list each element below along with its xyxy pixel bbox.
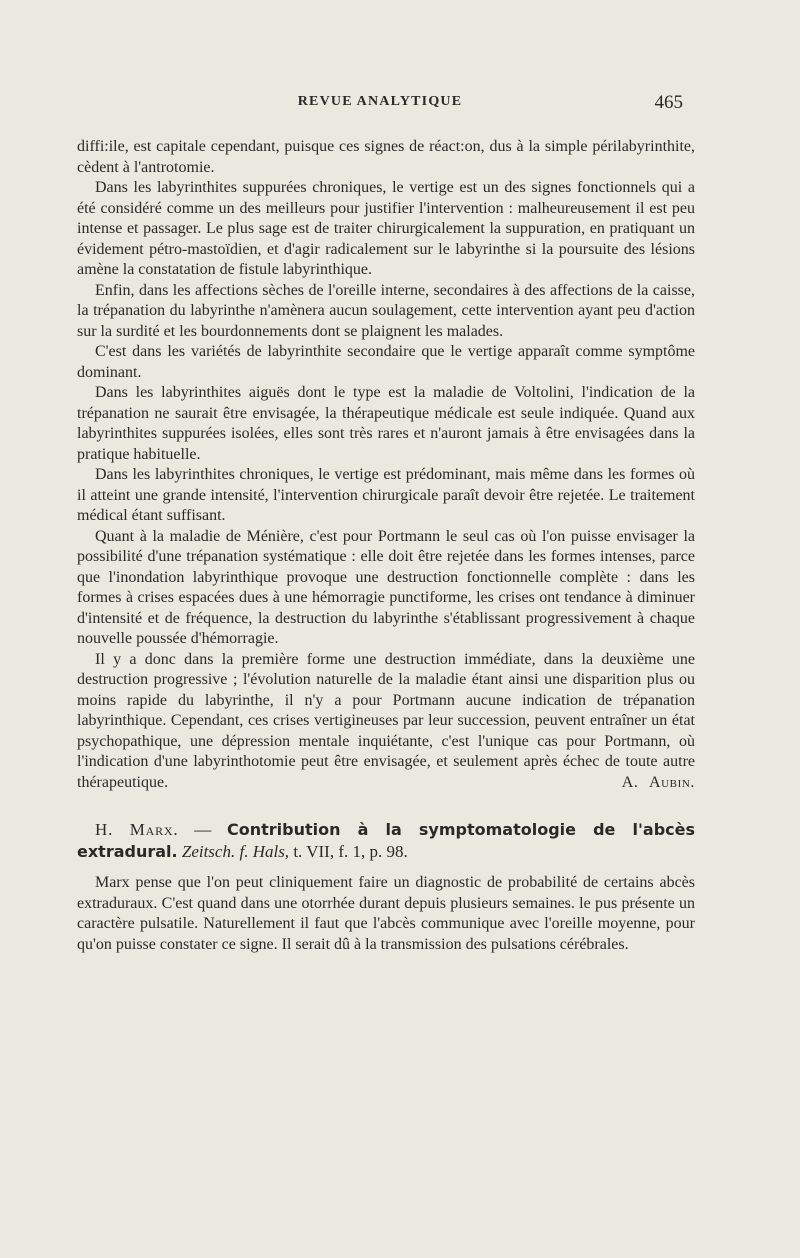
article-journal: Zeitsch. f. Hals, [181, 842, 290, 861]
page-number: 465 [654, 92, 683, 113]
paragraph: Dans les labyrinthites aiguës dont le type est la maladie de Voltolini, l'indication de la trépanation ne saurait être envisagée, la thérapeutique médicale est seule indiquée. Quand aux labyrinthites suppurées isolées, elles sont très rares et n'auront jamais à être envisagées dans la pratique habituelle. [77, 384, 695, 463]
signature: A. Aubin. [621, 773, 696, 791]
paragraph: C'est dans les variétés de labyrinthite secondaire que le vertige apparaît comme symptôme dominant. [77, 343, 695, 381]
page-body [77, 137, 695, 955]
paragraph-text: Il y a donc dans la première forme une destruction immédiate, dans la deuxième une destruction progressive ; l'évolution naturelle de la maladie étant ainsi une disparition plus ou moins rapide du labyrinthe, il n'y a pour Portmann aucune indication de trépanation labyrinthique. Cependant, ces crises vertigineuses par leur succession, peuvent entraîner un état psychopathique, une dépression mentale inquiétante, c'est l'unique cas pour Portmann, où l'indication d'une labyrinthotomie peut être envisagée, et seulement après échec de toute autre thérapeutique. [77, 650, 695, 791]
article-paragraph: Marx pense que l'on peut cliniquement faire un diagnostic de probabilité de certains abcès extraduraux. C'est quand dans une otorrhée durant depuis plusieurs semaines. le pus présente un caractère pulsatile. Naturellement il faut que l'abcès communique avec l'oreille moyenne, pour qu'on puisse constater ce signe. Il serait dû à la transmission des pulsations cérébrales. [77, 874, 695, 953]
paragraph-continuation: diffi:ile, est capitale cependant, puisque ces signes de réact:on, dus à la simple périlabyrinthite, cèdent à l'antrotomie. [77, 138, 695, 176]
paragraph-with-signature [77, 650, 695, 794]
running-head-title: REVUE ANALYTIQUE [297, 94, 463, 109]
article-reference: t. VII, f. 1, p. 98. [289, 842, 408, 861]
article-title: Contribution à la symptomatologie de l'abcès extradural. [77, 820, 696, 861]
paragraph: Dans les labyrinthites suppurées chroniques, le vertige est un des signes fonctionnels qui a été considéré comme un des meilleurs pour justifier l'intervention : malheureusement il est peu intense et passager. Le plus sage est de traiter chirurgicalement la suppuration, en pratiquant un évidement pétro-mastoïdien, et d'agir radicalement sur le labyrinthe si la poursuite des lésions amène la constatation de fistule labyrinthique. [77, 179, 695, 278]
article-citation [77, 819, 695, 863]
paragraph: Enfin, dans les affections sèches de l'oreille interne, secondaires à des affections de la caisse, la trépanation du labyrinthe n'amènera aucun soulagement, cette intervention ayant peu d'action sur la surdité et les bourdonnements dont se plaignent les malades. [77, 281, 695, 340]
heading-dash: — [178, 820, 227, 839]
paragraph: Dans les labyrinthites chroniques, le vertige est prédominant, mais même dans les formes où il atteint une grande intensité, l'intervention chirurgicale paraît devoir être rejetée. Le traitement médical étant suffisant. [77, 466, 695, 524]
article-author: H. Marx. [95, 820, 179, 839]
article-heading [77, 819, 695, 863]
paragraph: Quant à la maladie de Ménière, c'est pour Portmann le seul cas où l'on puisse envisager la possibilité d'une trépanation systématique : elle doit être rejetée dans les formes intenses, parce que l'inondation labyrinthique provoque une destruction fonctionnelle complète : dans les formes à crises espacées dues à une hémorragie punctiforme, les crises ont tendance à diminuer d'intensité et de fréquence, la destruction du labyrinthe s'établissant progressivement à chaque nouvelle poussée d'hémorragie. [77, 527, 695, 647]
running-head [77, 92, 683, 116]
